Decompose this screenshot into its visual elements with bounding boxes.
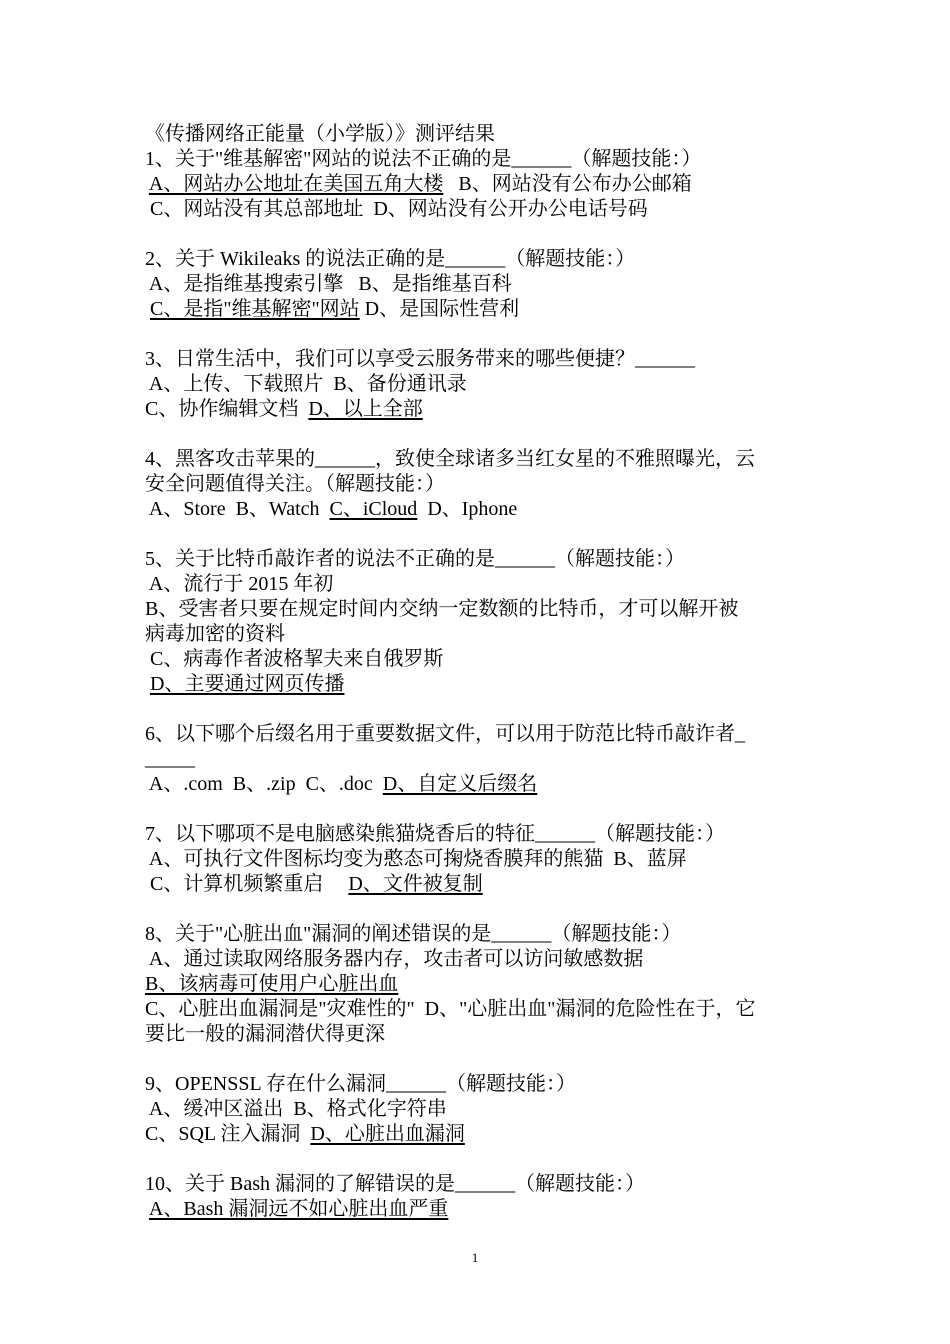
q1-option-b: B、网站没有公布办公邮箱 [458, 173, 692, 195]
q7-option-c: C、计算机频繁重启 [150, 873, 324, 895]
q8-option-c: C、心脏出血漏洞是"灾难性的" [145, 998, 415, 1020]
question-4-line-1: 4、黑客攻击苹果的______，致使全球诸多当红女星的不雅照曝光，云 [145, 448, 755, 470]
q5-option-a: A、流行于 2015 年初 [148, 573, 334, 595]
question-2-options-row-1 [145, 272, 815, 297]
question-6-options [145, 772, 815, 797]
q8-option-a: A、通过读取网络服务器内存，攻击者可以访问敏感数据 [148, 948, 644, 970]
question-1-options-row-1 [145, 172, 815, 197]
spacer [145, 322, 815, 347]
q8-option-d-line-2: 要比一般的漏洞潜伏得更深 [145, 1023, 385, 1045]
q2-option-d: D、是国际性营利 [364, 298, 520, 320]
question-8-options-cd [145, 997, 815, 1022]
question-3-options-row-2 [145, 397, 815, 422]
q1-option-a-answer: A、网站办公地址在美国五角大楼 [148, 173, 444, 195]
q10-option-a-answer: A、Bash 漏洞远不如心脏出血严重 [148, 1198, 449, 1220]
q9-option-b: B、格式化字符串 [293, 1098, 447, 1120]
question-1-options-row-2 [145, 197, 815, 222]
q4-option-b: B、Watch [235, 498, 320, 520]
question-3: 3、日常生活中，我们可以享受云服务带来的哪些便捷？______ [145, 348, 695, 370]
question-4-options [145, 497, 815, 522]
q7-option-a: A、可执行文件图标均变为憨态可掬烧香膜拜的熊猫 [148, 848, 604, 870]
question-8-option-b-row [145, 972, 815, 997]
q2-option-b: B、是指维基百科 [358, 273, 512, 295]
q3-option-a: A、上传、下载照片 [148, 373, 324, 395]
question-5-option-c-row [145, 647, 815, 672]
question-10-option-a-row [145, 1197, 815, 1222]
spacer [145, 422, 815, 447]
quiz-content [145, 122, 815, 1222]
question-6-line-2: _____ [145, 748, 195, 770]
question-8-option-a-row [145, 947, 815, 972]
question-7-options-row-2 [145, 872, 815, 897]
q4-option-c-answer: C、iCloud [329, 498, 418, 520]
question-4-line-2: 安全问题值得关注。（解题技能：） [145, 473, 445, 495]
question-1: 1、关于"维基解密"网站的说法不正确的是______（解题技能：） [145, 148, 702, 170]
q6-option-d-answer: D、自定义后缀名 [382, 773, 538, 795]
q6-option-c: C、.doc [305, 773, 373, 795]
spacer [145, 697, 815, 722]
q5-option-b-line-1: B、受害者只要在规定时间内交纳一定数额的比特币，才可以解开被 [145, 598, 739, 620]
question-7: 7、以下哪项不是电脑感染熊猫烧香后的特征______（解题技能：） [145, 823, 725, 845]
question-10: 10、关于 Bash 漏洞的了解错误的是______（解题技能：） [145, 1173, 645, 1195]
question-2-options-row-2 [145, 297, 815, 322]
q9-option-c: C、SQL 注入漏洞 [145, 1123, 301, 1145]
q1-option-c: C、网站没有其总部地址 [150, 198, 364, 220]
q9-option-a: A、缓冲区溢出 [148, 1098, 284, 1120]
q5-option-c: C、病毒作者波格挈夫来自俄罗斯 [150, 648, 444, 670]
q3-option-c: C、协作编辑文档 [145, 398, 299, 420]
q2-option-a: A、是指维基搜索引擎 [148, 273, 344, 295]
question-8: 8、关于"心脏出血"漏洞的阐述错误的是______（解题技能：） [145, 923, 682, 945]
q6-option-a: A、.com [148, 773, 223, 795]
q4-option-d: D、Iphone [427, 498, 518, 520]
spacer [145, 897, 815, 922]
q5-option-d-answer: D、主要通过网页传播 [150, 673, 345, 695]
q7-option-b: B、蓝屏 [613, 848, 687, 870]
spacer [145, 797, 815, 822]
spacer [145, 1147, 815, 1172]
q3-option-d-answer: D、以上全部 [308, 398, 423, 420]
question-5-option-a-row [145, 572, 815, 597]
question-9-options-row-1 [145, 1097, 815, 1122]
question-5-option-d-row [145, 672, 815, 697]
spacer [145, 522, 815, 547]
q1-option-d: D、网站没有公开办公电话号码 [373, 198, 648, 220]
q4-option-a: A、Store [148, 498, 226, 520]
spacer [145, 1047, 815, 1072]
q8-option-b-answer: B、该病毒可使用户心脏出血 [145, 973, 399, 995]
q2-option-c-answer: C、是指"维基解密"网站 [150, 298, 360, 320]
q7-option-d-answer: D、文件被复制 [348, 873, 483, 895]
question-9: 9、OPENSSL 存在什么漏洞______（解题技能：） [145, 1073, 576, 1095]
question-7-options-row-1 [145, 847, 815, 872]
page-title: 《传播网络正能量（小学版）》测评结果 [145, 123, 495, 145]
q9-option-d-answer: D、心脏出血漏洞 [310, 1123, 465, 1145]
q5-option-b-line-2: 病毒加密的资料 [145, 623, 285, 645]
page-number: 1 [471, 1250, 479, 1265]
question-9-options-row-2 [145, 1122, 815, 1147]
q3-option-b: B、备份通讯录 [333, 373, 467, 395]
q6-option-b: B、.zip [232, 773, 296, 795]
spacer [145, 222, 815, 247]
question-3-options-row-1 [145, 372, 815, 397]
question-5: 5、关于比特币敲诈者的说法不正确的是______（解题技能：） [145, 548, 685, 570]
question-6-line-1: 6、以下哪个后缀名用于重要数据文件，可以用于防范比特币敲诈者_ [145, 723, 745, 745]
q8-option-d-line-1: D、"心脏出血"漏洞的危险性在于，它 [424, 998, 756, 1020]
question-2: 2、关于 Wikileaks 的说法正确的是______（解题技能：） [145, 248, 636, 270]
